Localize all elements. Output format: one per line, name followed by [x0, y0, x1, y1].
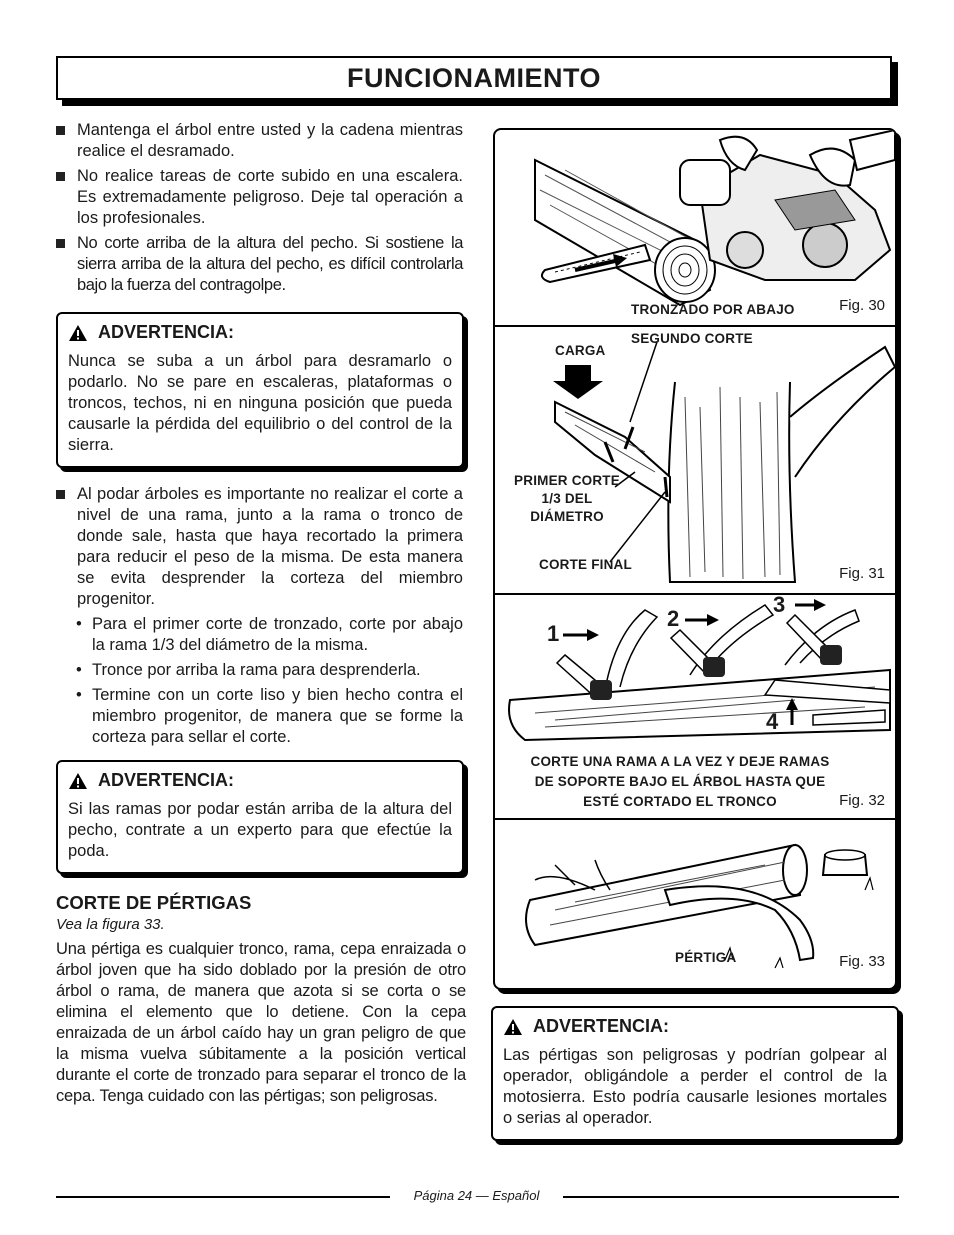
warning-heading: ADVERTENCIA:: [68, 770, 452, 791]
bullet-item: Al podar árboles es importante no realizar el corte a nivel de una rama, junto a la rama o tronco de donde sale, hasta que haya recortado la primera para reducir el peso de la misma. De esta manera se evita desprender la corteza del miembro progenitor.: [56, 484, 466, 610]
square-bullet-icon: [56, 490, 65, 499]
sub-bullet-item: • Para el primer corte de tronzado, corte por abajo la rama 1/3 del diámetro de la misma.: [76, 615, 463, 654]
pruning-cuts-illustration: [495, 327, 895, 593]
step-number: 3: [773, 592, 786, 617]
figure-panel: [493, 128, 897, 990]
warning-triangle-icon: [503, 1018, 523, 1036]
warning-text: Las pértigas son peligrosas y podrían golpear al operador, obligándole a perder el control de la motosierra. Esto podría causarle lesiones mortales o serias al operador.: [503, 1046, 887, 1127]
figure-label-primer-corte: PRIMER CORTE 1/3 DEL DIÁMETRO: [514, 473, 620, 524]
warning-text: Nunca se suba a un árbol para desramarlo o podarlo. No se pare en escaleras, plataformas o troncos, techos, ni en ninguna posición que pueda causarle la pérdida del equilibrio o del control de la sierra.: [68, 352, 452, 454]
page-header: [56, 56, 892, 100]
warning-box: [56, 760, 464, 874]
figure-label: PÉRTIGA: [675, 950, 737, 965]
square-bullet-icon: [56, 172, 65, 181]
figure-caption: Fig. 31: [839, 565, 885, 582]
warning-box: [491, 1006, 899, 1141]
warning-heading: ADVERTENCIA:: [68, 322, 452, 343]
section-title: CORTE DE PÉRTIGAS: [56, 892, 252, 913]
figure-31: [495, 327, 895, 593]
step-number: 4: [766, 709, 779, 734]
figure-caption: Fig. 30: [839, 297, 885, 314]
figure-32: [495, 592, 895, 818]
section-paragraph: Una pértiga es cualquier tronco, rama, cepa enraizada o árbol joven que ha sido doblado por la presión de otro árbol o rama, de manera que azota si se corta o se elimina el elemento que lo detiene. Con la cepa enraizada de un árbol caído hay un gran peligro de que la misma vuelva súbitamente a la posición vertical durante el corte de tronzado para separar el tronco de la cepa. Tenga cuidado con las pértigas; son peligrosas.: [56, 940, 466, 1105]
figure-label-segundo-corte: SEGUNDO CORTE: [631, 331, 753, 346]
bullet-item: No realice tareas de corte subido en una escalera. Es extremadamente peligroso. Deje tal operación a los profesionales.: [56, 166, 466, 229]
page-title: FUNCIONAMIENTO: [347, 62, 601, 93]
warning-heading: ADVERTENCIA:: [503, 1016, 887, 1037]
footer-rule: [563, 1196, 899, 1198]
figure-label: CORTE UNA RAMA A LA VEZ Y DEJE RAMAS DE SOPORTE BAJO EL ÁRBOL HASTA QUE ESTÉ CORTADO EL TRONCO: [530, 754, 830, 809]
warning-text: Si las ramas por podar están arriba de la altura del pecho, contrate a un experto para que efectúe la poda.: [68, 800, 452, 860]
sub-bullet-item: • Termine con un corte liso y bien hecho contra el miembro progenitor, de manera que se forme la corteza para sellar el corte.: [76, 686, 463, 746]
sub-bullet-item: • Tronce por arriba la rama para desprenderla.: [76, 661, 421, 679]
figure-label: TRONZADO POR ABAJO: [631, 302, 795, 317]
step-number: 2: [667, 606, 680, 631]
warning-triangle-icon: [68, 324, 88, 342]
figure-label-corte-final: CORTE FINAL: [539, 557, 632, 572]
warning-box: [56, 312, 464, 468]
figure-label-carga: CARGA: [555, 343, 606, 358]
section-reference: Vea la figura 33.: [56, 916, 165, 933]
step-number: 1: [547, 621, 560, 646]
footer-rule: [56, 1196, 390, 1198]
left-column: [56, 120, 466, 1107]
figure-30: [495, 130, 895, 325]
figure-caption: Fig. 33: [839, 953, 885, 970]
page-footer: Página 24 — Español: [413, 1188, 540, 1203]
figure-caption: Fig. 32: [839, 792, 885, 809]
bullet-item: Mantenga el árbol entre usted y la cadena mientras realice el desramado.: [56, 120, 466, 162]
square-bullet-icon: [56, 239, 65, 248]
figure-33: [495, 820, 895, 990]
square-bullet-icon: [56, 126, 65, 135]
bullet-item: No corte arriba de la altura del pecho. Si sostiene la sierra arriba de la altura del pecho, es difícil controlarla bajo la fuerza del contragolpe.: [56, 233, 466, 296]
warning-triangle-icon: [68, 772, 88, 790]
chainsaw-underbuck-illustration: [495, 130, 895, 325]
